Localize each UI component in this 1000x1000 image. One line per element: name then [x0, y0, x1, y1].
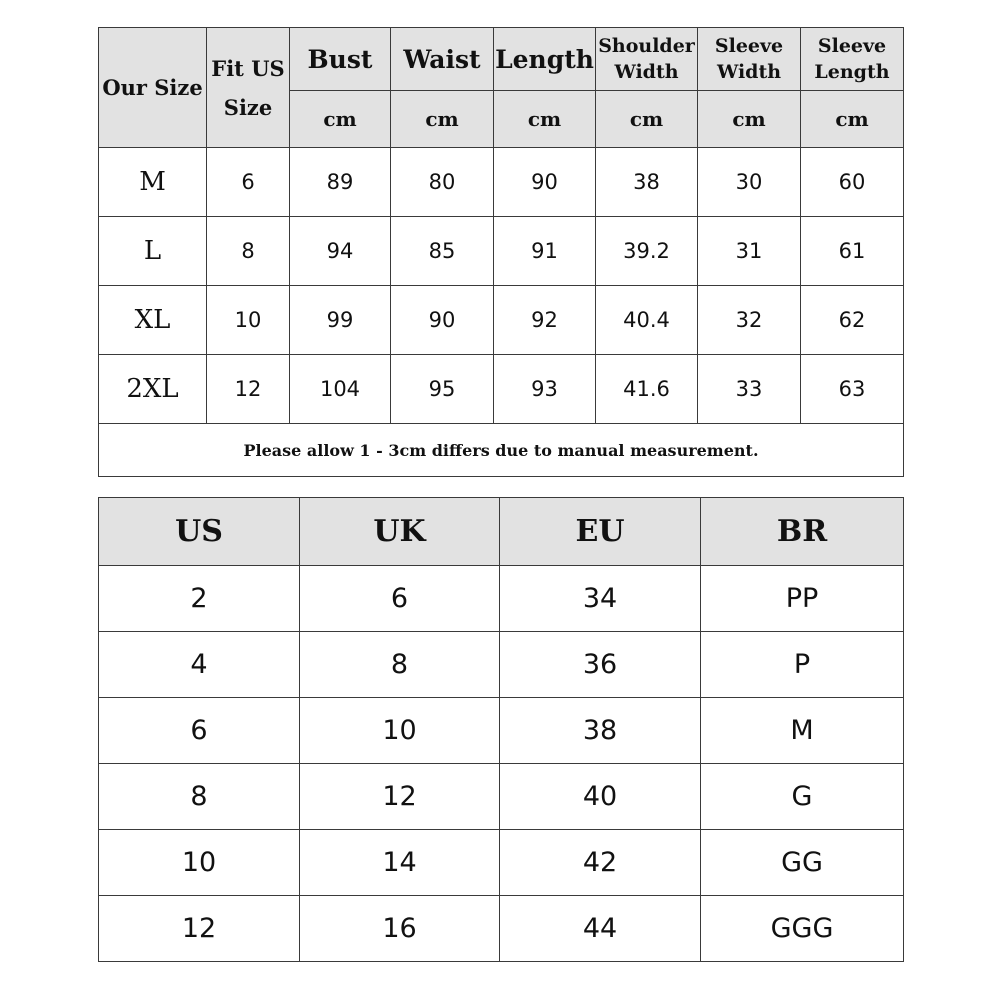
table-row: [99, 566, 904, 632]
bust-cell: 104: [290, 355, 391, 424]
header-shoulder-line2: Width: [614, 61, 679, 83]
unit-cell: cm: [494, 91, 596, 148]
fit-us-cell: 6: [207, 148, 290, 217]
unit-cell: cm: [698, 91, 801, 148]
size-label-cell: L: [99, 217, 207, 286]
header-our-size: Our Size: [99, 28, 207, 148]
header-eu: EU: [500, 498, 701, 566]
br-cell: M: [701, 698, 904, 764]
uk-cell: 8: [300, 632, 500, 698]
header-fit-us-line2: Size: [223, 94, 273, 120]
header-bust: Bust: [290, 28, 391, 91]
waist-cell: 95: [391, 355, 494, 424]
conversion-header-row: [99, 498, 904, 566]
us-cell: 12: [99, 896, 300, 962]
size-chart-header-row: [99, 28, 904, 91]
us-cell: 8: [99, 764, 300, 830]
sleeve-length-cell: 60: [801, 148, 904, 217]
us-cell: 2: [99, 566, 300, 632]
header-sleeve-length-line2: Length: [814, 61, 890, 83]
header-us: US: [99, 498, 300, 566]
length-cell: 92: [494, 286, 596, 355]
length-cell: 93: [494, 355, 596, 424]
uk-cell: 12: [300, 764, 500, 830]
shoulder-cell: 40.4: [596, 286, 698, 355]
length-cell: 91: [494, 217, 596, 286]
br-cell: G: [701, 764, 904, 830]
measurement-note: Please allow 1 - 3cm differs due to manual measurement.: [99, 424, 904, 477]
size-label-cell: M: [99, 148, 207, 217]
size-label-cell: XL: [99, 286, 207, 355]
us-cell: 6: [99, 698, 300, 764]
table-row: [99, 698, 904, 764]
uk-cell: 6: [300, 566, 500, 632]
uk-cell: 10: [300, 698, 500, 764]
waist-cell: 85: [391, 217, 494, 286]
shoulder-cell: 39.2: [596, 217, 698, 286]
sleeve-length-cell: 63: [801, 355, 904, 424]
table-row: [99, 830, 904, 896]
header-sleeve-length: [801, 28, 904, 91]
table-row: [99, 355, 904, 424]
bust-cell: 89: [290, 148, 391, 217]
eu-cell: 38: [500, 698, 701, 764]
br-cell: GGG: [701, 896, 904, 962]
table-row: [99, 764, 904, 830]
sleeve-length-cell: 61: [801, 217, 904, 286]
size-label-cell: 2XL: [99, 355, 207, 424]
uk-cell: 16: [300, 896, 500, 962]
header-shoulder-line1: Shoulder: [598, 35, 695, 57]
br-cell: PP: [701, 566, 904, 632]
size-chart-table: [98, 27, 904, 477]
table-row: [99, 632, 904, 698]
header-fit-us-line1: Fit US: [211, 55, 285, 81]
eu-cell: 44: [500, 896, 701, 962]
sleeve-width-cell: 30: [698, 148, 801, 217]
size-conversion-table: [98, 497, 904, 962]
header-uk: UK: [300, 498, 500, 566]
shoulder-cell: 38: [596, 148, 698, 217]
sleeve-length-cell: 62: [801, 286, 904, 355]
length-cell: 90: [494, 148, 596, 217]
eu-cell: 40: [500, 764, 701, 830]
table-row: [99, 217, 904, 286]
header-sleeve-width-line2: Width: [716, 61, 782, 83]
shoulder-cell: 41.6: [596, 355, 698, 424]
table-row: [99, 896, 904, 962]
unit-cell: cm: [801, 91, 904, 148]
sleeve-width-cell: 32: [698, 286, 801, 355]
eu-cell: 36: [500, 632, 701, 698]
header-length: Length: [494, 28, 596, 91]
eu-cell: 34: [500, 566, 701, 632]
fit-us-cell: 12: [207, 355, 290, 424]
header-waist: Waist: [391, 28, 494, 91]
note-row: [99, 424, 904, 477]
header-br: BR: [701, 498, 904, 566]
table-row: [99, 286, 904, 355]
sleeve-width-cell: 33: [698, 355, 801, 424]
unit-cell: cm: [290, 91, 391, 148]
header-fit-us-size: [207, 28, 290, 148]
header-sleeve-width-line1: Sleeve: [714, 35, 784, 57]
us-cell: 4: [99, 632, 300, 698]
bust-cell: 99: [290, 286, 391, 355]
header-sleeve-length-line1: Sleeve: [817, 35, 887, 57]
bust-cell: 94: [290, 217, 391, 286]
table-row: [99, 148, 904, 217]
us-cell: 10: [99, 830, 300, 896]
br-cell: GG: [701, 830, 904, 896]
header-sleeve-width: [698, 28, 801, 91]
waist-cell: 90: [391, 286, 494, 355]
unit-cell: cm: [391, 91, 494, 148]
unit-cell: cm: [596, 91, 698, 148]
fit-us-cell: 10: [207, 286, 290, 355]
uk-cell: 14: [300, 830, 500, 896]
header-shoulder-width: [596, 28, 698, 91]
sleeve-width-cell: 31: [698, 217, 801, 286]
br-cell: P: [701, 632, 904, 698]
eu-cell: 42: [500, 830, 701, 896]
fit-us-cell: 8: [207, 217, 290, 286]
waist-cell: 80: [391, 148, 494, 217]
